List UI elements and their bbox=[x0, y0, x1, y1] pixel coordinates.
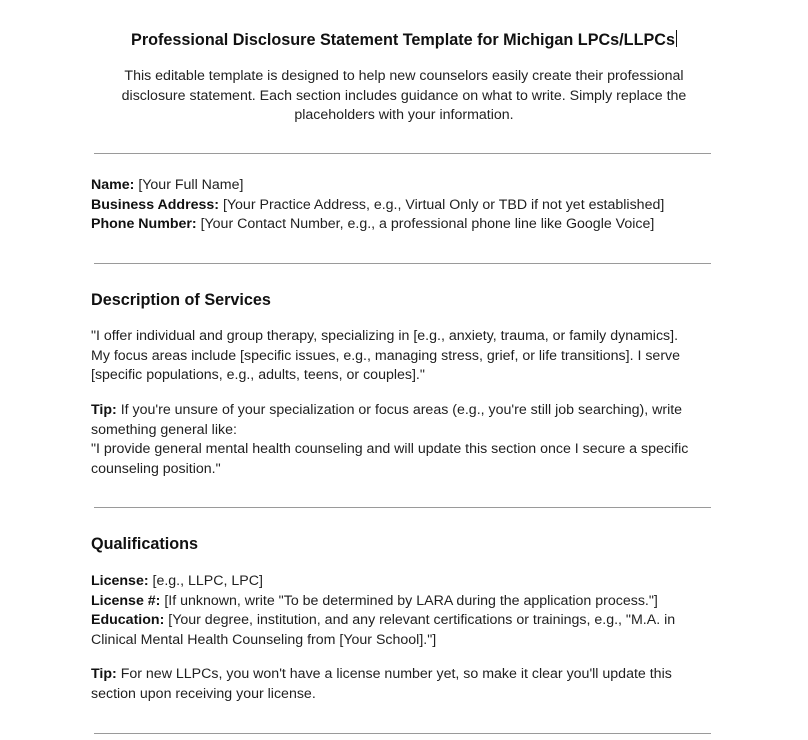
section-divider bbox=[94, 507, 711, 508]
contact-name bbox=[91, 176, 716, 196]
tip-text: If you're unsure of your specialization or focus areas (e.g., you're still job searching), write bbox=[116, 402, 683, 418]
name-label: Name: bbox=[91, 177, 135, 193]
license-label: License: bbox=[91, 573, 149, 589]
intro-line: disclosure statement. Each section includes guidance on what to write. Simply replace the bbox=[121, 87, 687, 104]
contact-address bbox=[91, 196, 716, 216]
intro-line: This editable template is designed to help new counselors easily create their professional bbox=[124, 68, 684, 84]
services-tip-line: something general like: bbox=[91, 421, 237, 438]
qualifications-heading: Qualifications bbox=[91, 535, 199, 553]
name-value: [Your Full Name] bbox=[134, 177, 244, 193]
tip-text: For new LLPCs, you won't have a license number yet, so make it clear you'll update this bbox=[116, 666, 672, 682]
section-divider bbox=[94, 263, 711, 264]
services-tip-line: "I provide general mental health counseling and will update this section once I secure a specific bbox=[91, 441, 689, 458]
tip-label: Tip: bbox=[91, 666, 117, 682]
tip-label: Tip: bbox=[91, 402, 117, 418]
license-value: [e.g., LLPC, LPC] bbox=[148, 573, 263, 589]
address-value: [Your Practice Address, e.g., Virtual Only or TBD if not yet established] bbox=[219, 196, 665, 213]
services-line: "I offer individual and group therapy, specializing in [e.g., anxiety, trauma, or family dynamics]. bbox=[91, 328, 679, 344]
license-number-value: [If unknown, write "To be determined by LARA during the application process."] bbox=[160, 592, 658, 609]
services-line: My focus areas include [specific issues, e.g., managing stress, grief, or life transitions]. I serve bbox=[91, 347, 681, 364]
phone-label: Phone Number: bbox=[91, 216, 197, 233]
education-continuation: Clinical Mental Health Counseling from [Your School]."] bbox=[91, 631, 437, 648]
education-label: Education: bbox=[91, 612, 165, 629]
qualifications-tip-line: section upon receiving your license. bbox=[91, 685, 316, 702]
intro-line: placeholders with your information. bbox=[294, 107, 514, 123]
document-title-text: Professional Disclosure Statement Template for Michigan LPCs/LLPCs bbox=[131, 31, 675, 49]
license-number-label: License #: bbox=[91, 592, 161, 609]
education-value: [Your degree, institution, and any relevant certifications or trainings, e.g., "M.A. in bbox=[164, 612, 676, 629]
intro-paragraph bbox=[104, 67, 704, 126]
contact-phone bbox=[91, 215, 716, 235]
services-tip-line: counseling position." bbox=[91, 460, 221, 477]
services-heading: Description of Services bbox=[91, 291, 271, 309]
license-number-line bbox=[91, 592, 716, 612]
education-line bbox=[91, 611, 716, 631]
qualifications-tip bbox=[91, 665, 716, 704]
section-divider bbox=[94, 153, 711, 154]
contact-info bbox=[91, 176, 716, 235]
address-label: Business Address: bbox=[91, 196, 219, 213]
text-cursor bbox=[676, 30, 677, 47]
document-title bbox=[0, 29, 808, 51]
qualifications-tip-first-line bbox=[91, 665, 716, 685]
section-divider bbox=[94, 733, 711, 734]
license-line bbox=[91, 572, 716, 592]
services-line: [specific populations, e.g., adults, teens, or couples]." bbox=[91, 367, 425, 384]
services-tip bbox=[91, 401, 716, 479]
qualifications-details bbox=[91, 572, 716, 650]
services-body bbox=[91, 327, 716, 386]
phone-value: [Your Contact Number, e.g., a professional phone line like Google Voice] bbox=[196, 216, 655, 233]
services-tip-first-line bbox=[91, 401, 716, 421]
